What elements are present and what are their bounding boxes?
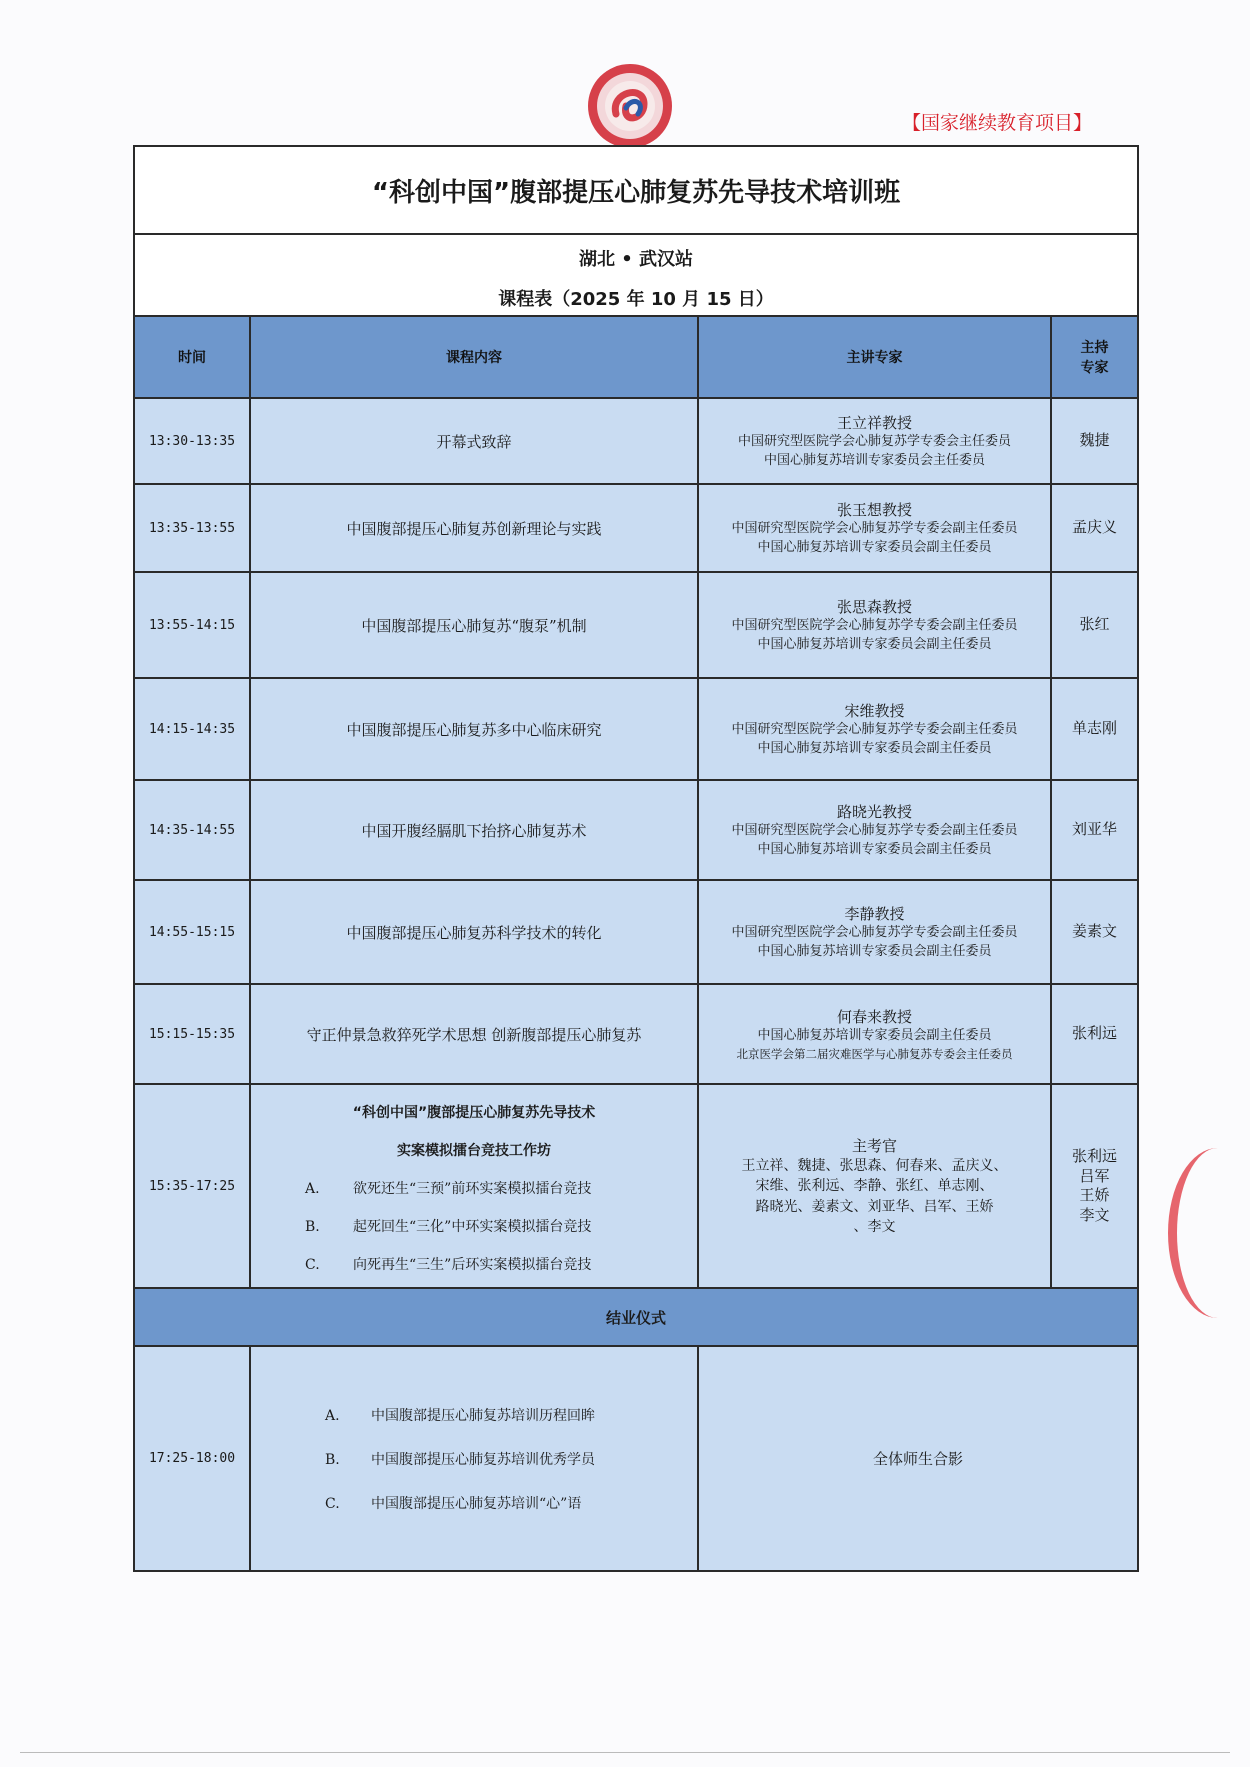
session-time: 14:55-15:15 <box>135 880 250 984</box>
page-bottom-line <box>20 1752 1230 1753</box>
section-row <box>135 1288 1137 1346</box>
workshop-content <box>250 1084 698 1288</box>
host-name: 孟庆义 <box>1051 484 1137 572</box>
closing-activity: 全体师生合影 <box>698 1346 1137 1570</box>
speaker-cell <box>698 398 1051 484</box>
subtitle-block <box>135 235 1137 317</box>
speaker-title: 中国心肺复苏培训专家委员会副主任委员 <box>757 841 992 857</box>
item-text: 中国腹部提压心肺复苏培训优秀学员 <box>371 1451 595 1468</box>
col-header-host-line2: 专家 <box>1080 360 1109 376</box>
table-header-row <box>135 317 1137 398</box>
speaker-title: 中国心肺复苏培训专家委员会副主任委员 <box>757 636 992 652</box>
list-item <box>325 1405 693 1425</box>
speaker-cell <box>698 984 1051 1084</box>
item-text: 欲死还生“三预”前环实案模拟擂台竞技 <box>353 1181 592 1197</box>
session-time: 14:15-14:35 <box>135 678 250 780</box>
examiner-names: 王立祥、魏捷、张思森、何春来、孟庆义、 <box>741 1157 1008 1174</box>
session-topic: 中国腹部提压心肺复苏多中心临床研究 <box>250 678 698 780</box>
session-time: 13:30-13:35 <box>135 398 250 484</box>
speaker-title: 中国心肺复苏培训专家委员会主任委员 <box>763 452 985 468</box>
examiner-names: 、李文 <box>853 1218 896 1235</box>
host-name: 姜素文 <box>1051 880 1137 984</box>
list-item <box>325 1493 693 1513</box>
workshop-row <box>135 1084 1137 1288</box>
item-key: B. <box>325 1451 340 1468</box>
document-title: “科创中国”腹部提压心肺复苏先导技术培训班 <box>135 147 1137 235</box>
item-text: 向死再生“三生”后环实案模拟擂台竞技 <box>353 1257 592 1273</box>
examiner-label: 主考官 <box>851 1136 897 1155</box>
table-row <box>135 984 1137 1084</box>
speaker-name: 路晓光教授 <box>836 802 912 821</box>
item-text: 起死回生“三化”中环实案模拟擂台竞技 <box>353 1219 592 1235</box>
speaker-name: 张思森教授 <box>836 597 912 616</box>
speaker-name: 宋维教授 <box>844 701 905 720</box>
session-time: 13:35-13:55 <box>135 484 250 572</box>
item-key: C. <box>305 1257 320 1273</box>
examiner-cell <box>698 1084 1051 1288</box>
session-topic: 中国腹部提压心肺复苏“腹泵”机制 <box>250 572 698 678</box>
speaker-cell <box>698 678 1051 780</box>
speaker-cell <box>698 572 1051 678</box>
item-key: C. <box>325 1495 340 1512</box>
speaker-title: 中国心肺复苏培训专家委员会副主任委员 <box>757 1027 992 1043</box>
speaker-name: 王立祥教授 <box>836 413 912 432</box>
col-header-time: 时间 <box>135 317 250 398</box>
closing-content <box>250 1346 698 1570</box>
speaker-title: 中国心肺复苏培训专家委员会副主任委员 <box>757 539 992 555</box>
table-row <box>135 880 1137 984</box>
table-row <box>135 678 1137 780</box>
session-topic: 中国腹部提压心肺复苏科学技术的转化 <box>250 880 698 984</box>
session-time: 13:55-14:15 <box>135 572 250 678</box>
speaker-title: 中国研究型医院学会心肺复苏学专委会副主任委员 <box>731 617 1018 633</box>
speaker-name: 张玉想教授 <box>836 500 912 519</box>
red-seal-stamp <box>1168 1148 1250 1318</box>
speaker-title: 中国研究型医院学会心肺复苏学专委会副主任委员 <box>731 924 1018 940</box>
host-name: 张利远 <box>1071 1147 1117 1165</box>
organization-logo <box>586 62 674 150</box>
session-topic: 中国腹部提压心肺复苏创新理论与实践 <box>250 484 698 572</box>
col-header-topic: 课程内容 <box>250 317 698 398</box>
table-row <box>135 398 1137 484</box>
item-key: B. <box>305 1219 320 1235</box>
speaker-title: 北京医学会第二届灾难医学与心肺复苏专委会主任委员 <box>736 1046 1013 1061</box>
session-time: 14:35-14:55 <box>135 780 250 880</box>
speaker-title: 中国研究型医院学会心肺复苏学专委会副主任委员 <box>731 822 1018 838</box>
speaker-name: 何春来教授 <box>836 1007 912 1026</box>
host-name: 刘亚华 <box>1051 780 1137 880</box>
col-header-speaker: 主讲专家 <box>698 317 1051 398</box>
host-name: 张利远 <box>1051 984 1137 1084</box>
host-name: 吕军 <box>1079 1166 1110 1185</box>
session-time: 17:25-18:00 <box>135 1346 250 1570</box>
table-row <box>135 572 1137 678</box>
table-row <box>135 484 1137 572</box>
speaker-cell <box>698 484 1051 572</box>
session-time: 15:15-15:35 <box>135 984 250 1084</box>
examiner-names: 路晓光、姜素文、刘亚华、吕军、王娇 <box>755 1198 994 1215</box>
speaker-cell <box>698 780 1051 880</box>
speaker-title: 中国研究型医院学会心肺复苏学专委会副主任委员 <box>731 520 1018 536</box>
session-topic: 守正仲景急救猝死学术思想 创新腹部提压心肺复苏 <box>250 984 698 1084</box>
session-time: 15:35-17:25 <box>135 1084 250 1288</box>
item-text: 中国腹部提压心肺复苏培训历程回眸 <box>371 1407 595 1424</box>
host-name: 魏捷 <box>1051 398 1137 484</box>
workshop-items <box>255 1178 693 1274</box>
speaker-name: 李静教授 <box>844 904 905 923</box>
speaker-title: 中国研究型医院学会心肺复苏学专委会副主任委员 <box>731 721 1018 737</box>
speaker-title: 中国心肺复苏培训专家委员会副主任委员 <box>757 740 992 756</box>
examiner-names: 宋维、张利远、李静、张红、单志刚、 <box>755 1178 994 1195</box>
schedule-table <box>135 317 1137 1570</box>
host-cell <box>1051 1084 1137 1288</box>
schedule-sheet <box>133 145 1139 1572</box>
speaker-title: 中国心肺复苏培训专家委员会副主任委员 <box>757 943 992 959</box>
closing-row <box>135 1346 1137 1570</box>
section-heading: 结业仪式 <box>135 1288 1137 1346</box>
host-name: 王娇 <box>1079 1186 1110 1204</box>
list-item <box>305 1178 693 1198</box>
session-topic: 开幕式致辞 <box>250 398 698 484</box>
speaker-title: 中国研究型医院学会心肺复苏学专委会主任委员 <box>737 433 1011 449</box>
list-item <box>305 1216 693 1236</box>
item-text: 中国腹部提压心肺复苏培训“心”语 <box>371 1495 582 1512</box>
host-name: 单志刚 <box>1051 678 1137 780</box>
item-key: A. <box>325 1407 340 1424</box>
col-header-host-line1: 主持 <box>1080 340 1109 356</box>
speaker-cell <box>698 880 1051 984</box>
station-name: 湖北 • 武汉站 <box>578 249 694 270</box>
col-header-host <box>1051 317 1137 398</box>
list-item <box>325 1449 693 1469</box>
list-item <box>305 1254 693 1274</box>
project-tag: 【国家继续教育项目】 <box>902 112 1093 134</box>
closing-items <box>255 1405 693 1513</box>
workshop-title-line1: “科创中国”腹部提压心肺复苏先导技术 <box>352 1105 596 1121</box>
host-name: 李文 <box>1079 1205 1110 1224</box>
host-name: 张红 <box>1051 572 1137 678</box>
table-row <box>135 780 1137 880</box>
session-topic: 中国开腹经膈肌下抬挤心肺复苏术 <box>250 780 698 880</box>
item-key: A. <box>305 1181 320 1197</box>
schedule-title: 课程表（2025 年 10 月 15 日） <box>498 289 774 310</box>
workshop-title-line2: 实案模拟擂台竞技工作坊 <box>397 1143 551 1159</box>
